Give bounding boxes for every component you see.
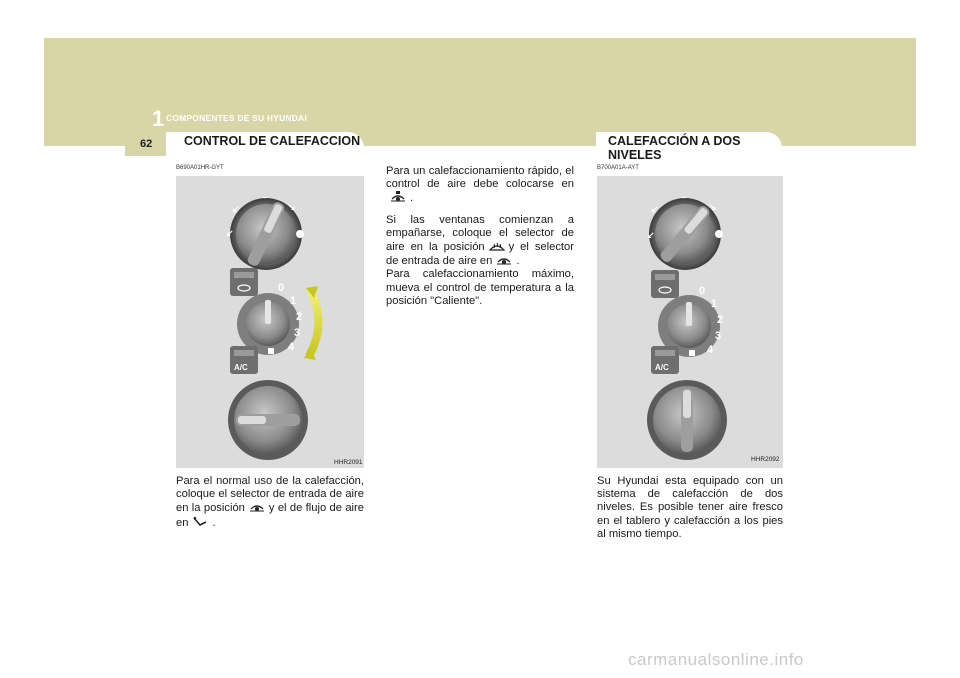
fan-level-1-right: 1 <box>711 298 718 310</box>
temperature-knob-right <box>647 380 727 460</box>
rotation-arrow <box>310 294 319 354</box>
chapter-number: 1 <box>152 106 165 131</box>
section-code-right: B700A01A-AYT <box>597 165 639 171</box>
section-title-right <box>608 134 768 162</box>
temperature-knob <box>228 380 308 460</box>
left-paragraph-part-2: y el de flujo de aire en <box>176 502 364 529</box>
header-band <box>44 38 916 146</box>
fan-level-2-right: 2 <box>717 314 724 326</box>
middle-p1-part-2: . <box>410 192 414 205</box>
middle-p2-part-3: . <box>516 255 520 268</box>
middle-p1-part-1: Para un calefaccionamiento rápido, el control de aire debe colocarse en <box>386 165 574 191</box>
ac-label-right: A/C <box>655 363 669 372</box>
svg-text:⌣: ⌣ <box>681 192 687 202</box>
svg-text:↙: ↙ <box>232 204 240 214</box>
middle-p2-part-1: Si las ventanas comienzan a empañarse, coloque el selector de aire en la posición <box>386 213 574 254</box>
section-title-left: CONTROL DE CALEFACCION <box>184 134 361 148</box>
figure-caption-left: HHR2091 <box>334 459 363 466</box>
heater-panel-illustration-left <box>176 176 364 468</box>
right-paragraph: Su Hyundai esta equipado con un sistema de calefacción de dos niveles. Es posible tener aire fresco en el tablero y calefacción a los pies al mismo tiempo. <box>597 475 783 540</box>
recirc-button <box>230 268 258 296</box>
svg-text:↙: ↙ <box>226 228 234 238</box>
heater-panel-figure-left <box>176 176 364 468</box>
fan-level-0-right: 0 <box>699 285 706 297</box>
heater-panel-illustration-right <box>597 176 783 468</box>
fresh-air-icon <box>495 254 513 266</box>
svg-text:↙: ↙ <box>647 230 655 240</box>
fan-level-2: 2 <box>296 311 303 323</box>
middle-paragraph-1 <box>386 165 574 206</box>
section-code-left: B690A01HR-GYT <box>176 165 224 171</box>
section-title-right-text: CALEFACCIÓN A DOS NIVELES <box>608 134 741 162</box>
recirc-button-right <box>651 270 679 298</box>
chapter-title: COMPONENTES DE SU HYUNDAI <box>166 113 308 123</box>
ac-button <box>230 346 258 374</box>
defrost-icon <box>488 240 506 252</box>
mode-knob <box>226 192 304 270</box>
page-number: 62 <box>140 138 153 150</box>
left-paragraph-part-1: Para el normal uso de la calefacción, coloque el selector de entrada de aire en la posición <box>176 475 364 515</box>
left-paragraph <box>176 475 364 530</box>
svg-text:⌣: ⌣ <box>262 192 268 202</box>
middle-paragraph-2 <box>386 214 574 269</box>
fan-level-3: 3 <box>294 327 301 339</box>
figure-caption-right: HHR2092 <box>751 456 780 463</box>
fan-level-4-right: 4 <box>707 344 714 356</box>
svg-text:↙: ↙ <box>651 204 659 214</box>
fan-level-0: 0 <box>278 282 285 294</box>
fan-level-1: 1 <box>290 295 297 307</box>
floor-vent-icon <box>191 516 209 528</box>
ac-button-right <box>651 346 679 374</box>
ac-label: A/C <box>234 363 248 372</box>
fan-level-4: 4 <box>288 341 295 353</box>
fresh-air-icon <box>248 501 266 513</box>
middle-paragraph-3: Para calefaccionamiento máximo, mueva el control de temperatura a la posición "Caliente". <box>386 268 574 307</box>
middle-p2-part-2: y el selector de entrada de aire en <box>386 241 574 268</box>
left-paragraph-part-3: . <box>212 516 216 529</box>
middle-text <box>386 165 574 308</box>
svg-text:↘: ↘ <box>709 202 717 212</box>
fresh-air-icon <box>389 191 407 203</box>
footer-watermark: carmanualsonline.info <box>628 650 804 669</box>
heater-panel-figure-right <box>597 176 783 468</box>
svg-text:↘: ↘ <box>288 202 296 212</box>
mode-knob-right <box>647 192 723 270</box>
fan-level-3-right: 3 <box>715 330 722 342</box>
